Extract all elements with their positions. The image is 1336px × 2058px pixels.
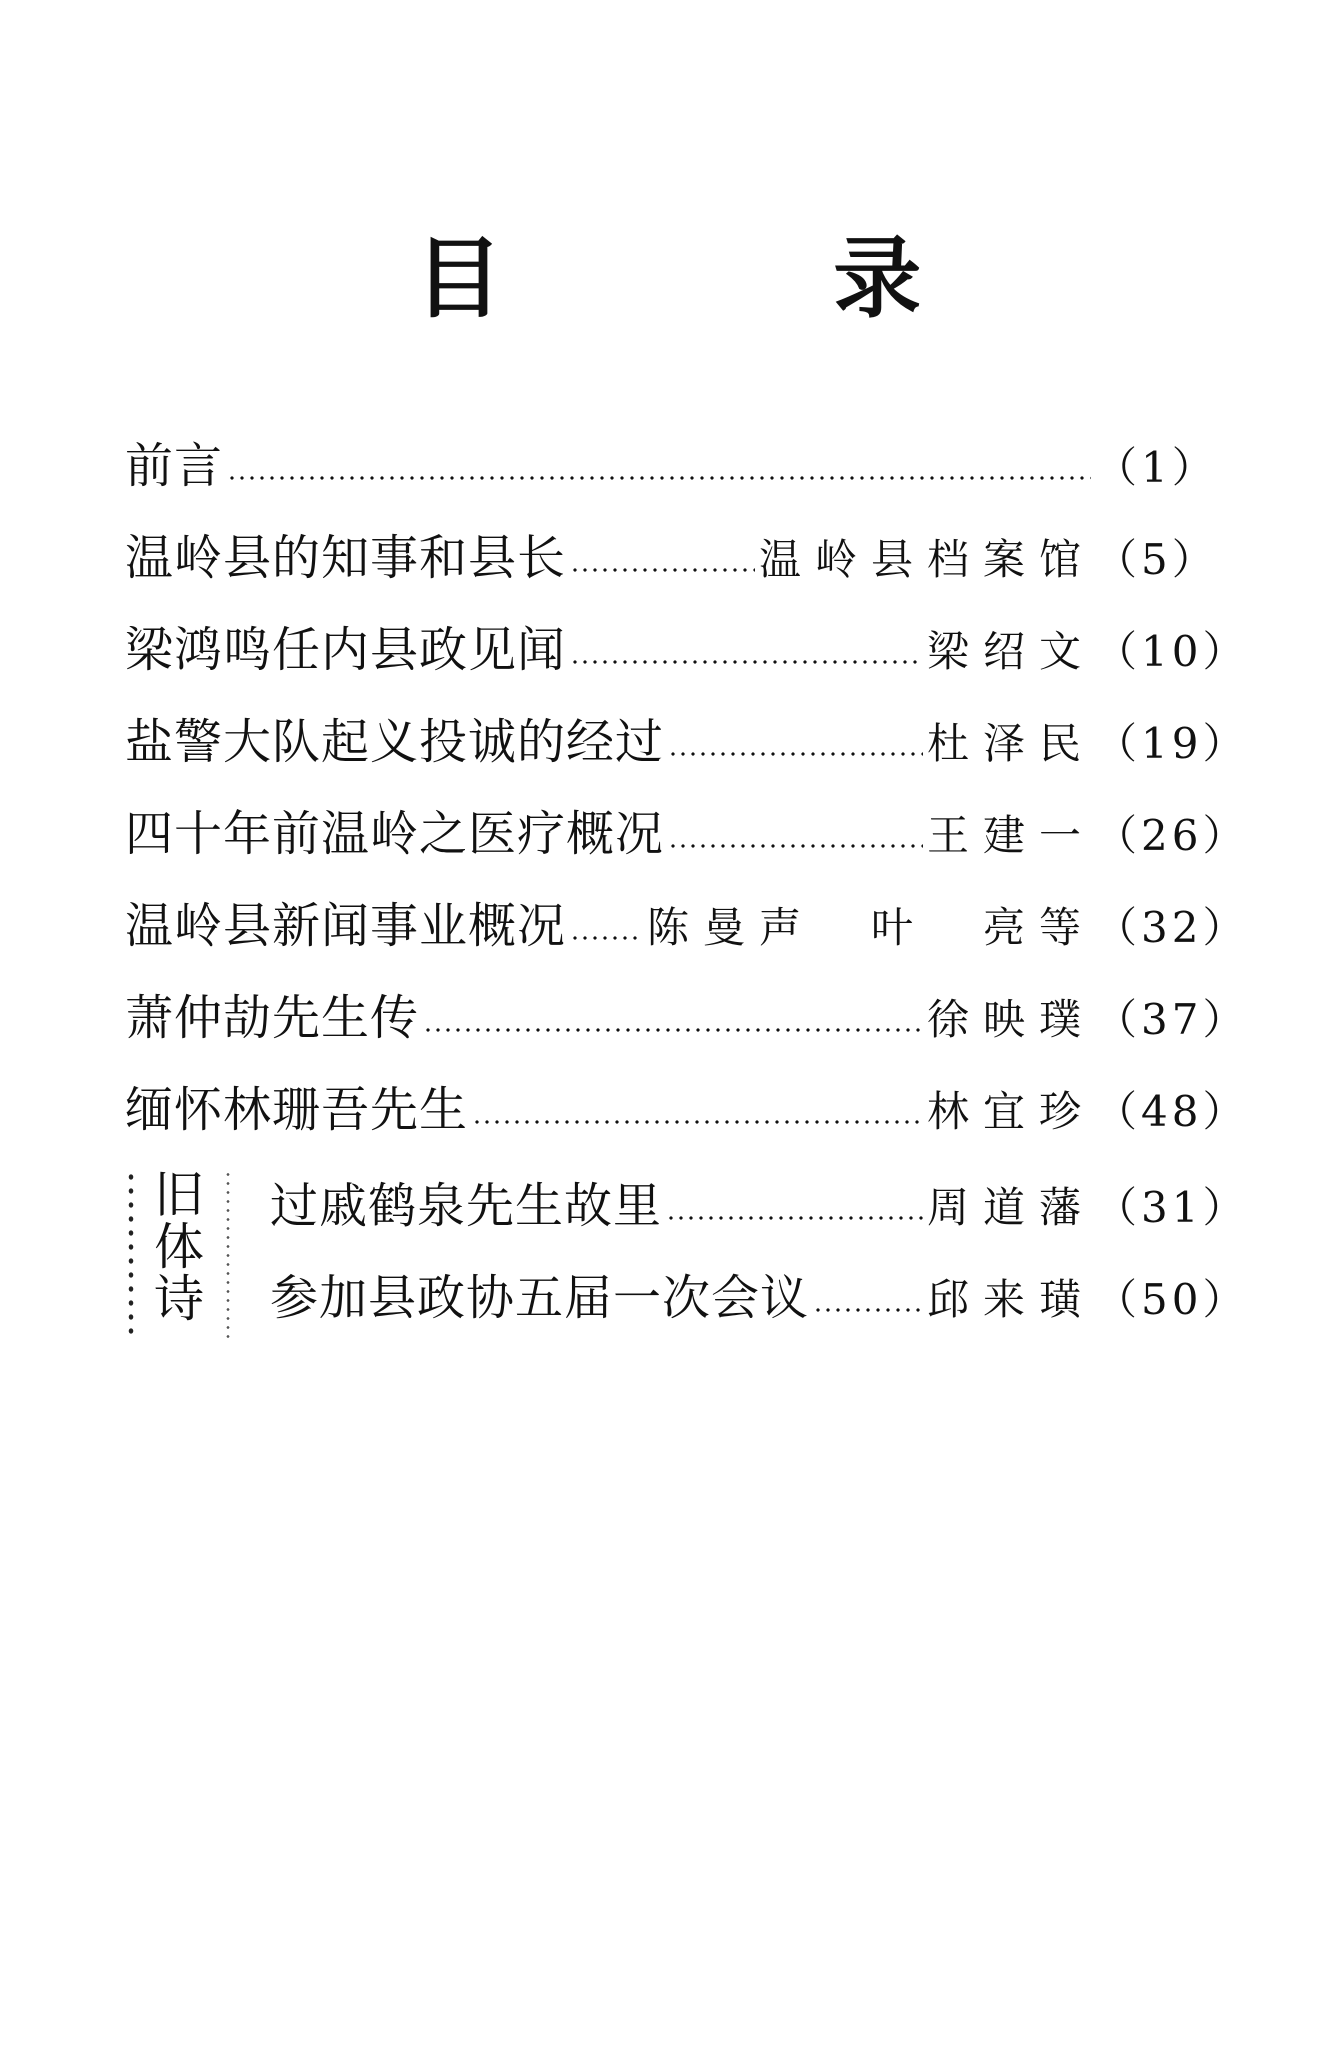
entry-author: 邱来璜	[926, 1275, 1095, 1324]
toc-entry[interactable]	[125, 512, 1218, 604]
dot-leader	[227, 476, 1091, 480]
dot-leader	[423, 1028, 923, 1032]
entry-author: 王建一	[926, 811, 1095, 860]
entry-page: （50）	[1095, 1275, 1249, 1324]
entry-author: 林宜珍	[926, 1087, 1095, 1136]
toc-entry[interactable]	[125, 604, 1249, 696]
entry-title: 缅怀林珊吾先生	[125, 1082, 469, 1138]
entry-title: 盐警大队起义投诚的经过	[125, 714, 665, 770]
dot-leader	[472, 1120, 923, 1124]
entry-title: 温岭县的知事和县长	[125, 530, 567, 586]
toc-entry[interactable]	[125, 696, 1249, 788]
toc-entry[interactable]	[125, 972, 1249, 1064]
decorative-border	[225, 1170, 231, 1340]
entry-title: 温岭县新闻事业概况	[125, 898, 567, 954]
toc-entry-poem[interactable]	[270, 1252, 1249, 1344]
entry-page: （31）	[1095, 1183, 1249, 1232]
entry-author: 周道藩	[926, 1183, 1095, 1232]
entry-title: 四十年前温岭之医疗概况	[125, 806, 665, 862]
dot-leader	[668, 844, 923, 848]
page-title: 目 录	[414, 227, 1072, 330]
entry-title: 前言	[125, 438, 224, 494]
entry-author: 徐映璞	[926, 995, 1095, 1044]
poetry-entries	[240, 1160, 1249, 1344]
entry-page: （48）	[1095, 1087, 1249, 1136]
entry-page: （37）	[1095, 995, 1249, 1044]
poetry-section	[125, 1160, 1249, 1344]
dot-leader	[666, 1216, 923, 1220]
poetry-section-label: 旧体诗	[146, 1168, 204, 1324]
toc-entry-preface[interactable]	[125, 420, 1218, 512]
entry-page: （5）	[1095, 535, 1218, 584]
entry-page: （26）	[1095, 811, 1249, 860]
entry-page: （10）	[1095, 627, 1249, 676]
dot-leader	[570, 660, 923, 664]
toc-entry[interactable]	[125, 1064, 1249, 1156]
dot-leader	[570, 936, 643, 940]
decorative-border	[125, 1170, 137, 1340]
toc-entry[interactable]	[125, 880, 1249, 972]
entry-author: 温岭县档案馆	[758, 535, 1095, 584]
entry-title: 萧仲劼先生传	[125, 990, 420, 1046]
toc-entry[interactable]	[125, 788, 1249, 880]
table-of-contents	[125, 420, 1249, 1344]
entry-author: 陈曼声 叶 亮等	[646, 903, 1095, 952]
entry-title: 过戚鹤泉先生故里	[270, 1178, 663, 1234]
entry-page: （32）	[1095, 903, 1249, 952]
dot-leader	[813, 1308, 923, 1312]
poetry-section-label-box	[125, 1160, 240, 1344]
entry-author: 杜泽民	[926, 719, 1095, 768]
entry-title: 梁鸿鸣任内县政见闻	[125, 622, 567, 678]
entry-page: （19）	[1095, 719, 1249, 768]
entry-title: 参加县政协五届一次会议	[270, 1270, 810, 1326]
entry-author: 梁绍文	[926, 627, 1095, 676]
dot-leader	[668, 752, 923, 756]
entry-page: （1）	[1095, 443, 1218, 492]
toc-entry-poem[interactable]	[270, 1160, 1249, 1252]
dot-leader	[570, 568, 755, 572]
